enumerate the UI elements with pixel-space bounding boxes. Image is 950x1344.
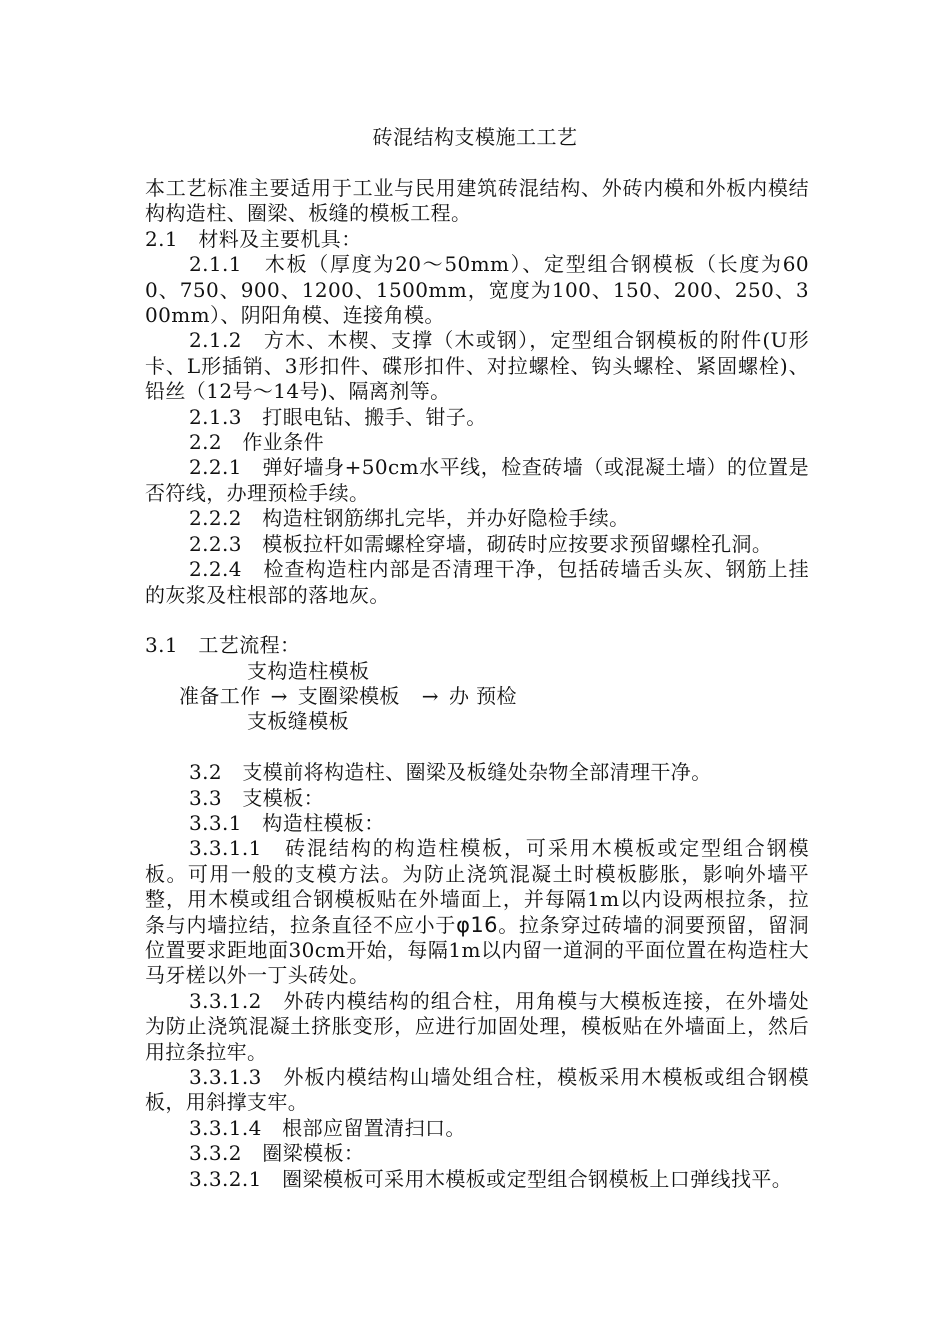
- flow-start: 准备工作: [179, 683, 261, 708]
- section-2-2-2: 2.2.2 构造柱钢筋绑扎完毕，并办好隐检手续。: [189, 506, 630, 531]
- section-3-3-1-1: [145, 836, 809, 988]
- section-3-2: 3.2 支模前将构造柱、圈梁及板缝处杂物全部清理干净。: [189, 760, 712, 785]
- document-body: [145, 176, 809, 1192]
- section-3-3-2-heading: 3.3.2 圈梁模板：: [189, 1141, 365, 1166]
- diameter-value: φ16: [456, 912, 498, 937]
- document-title: 砖混结构支模施工工艺: [372, 125, 578, 149]
- section-2-1-3: 2.1.3 打眼电钻、搬手、钳子。: [189, 404, 487, 429]
- blank-line: [145, 608, 809, 633]
- flow-branch-mid: 支圈梁模板: [297, 683, 400, 708]
- section-2-1-heading: 2.1 材料及主要机具：: [145, 226, 362, 251]
- flow-end: 办 预检: [448, 683, 517, 708]
- section-3-3-1-heading: 3.3.1 构造柱模板：: [189, 810, 385, 835]
- flow-branch-bottom: 支板缝模板: [247, 708, 349, 733]
- section-3-3-2-1: 3.3.2.1 圈梁模板可采用木模板或定型组合钢模板上口弹线找平。: [189, 1166, 793, 1191]
- blank-line: [145, 735, 809, 760]
- section-2-2-3: 2.2.3 模板拉杆如需螺栓穿墙，砌砖时应按要求预留螺栓孔洞。: [189, 531, 773, 556]
- section-3-3-heading: 3.3 支模板：: [189, 785, 325, 810]
- section-2-1-2: 2.1.2 方木、木楔、支撑（木或钢），定型组合钢模板的附件(U形卡、L形插销、3形扣件、碟形扣件、对拉螺栓、钩头螺栓、紧固螺栓)、铅丝（12号～14号)、隔离剂等。: [145, 328, 809, 404]
- section-3-3-1-4: 3.3.1.4 根部应留置清扫口。: [189, 1115, 466, 1140]
- section-2-1-1: 2.1.1 木板（厚度为20～50mm）、定型组合钢模板（长度为600、750、900、1200、1500mm，宽度为100、150、200、250、300mm）、阴阳角模、连接角模。: [145, 252, 809, 328]
- section-3-3-1-2: 3.3.1.2 外砖内模结构的组合柱，用角模与大模板连接，在外墙处为防止浇筑混凝土挤胀变形，应进行加固处理，模板贴在外墙面上，然后用拉条拉牢。: [145, 988, 809, 1064]
- section-2-2-heading: 2.2 作业条件: [189, 430, 325, 455]
- section-2-2-4: 2.2.4 检查构造柱内部是否清理干净，包括砖墙舌头灰、钢筋上挂的灰浆及柱根部的落地灰。: [145, 557, 809, 607]
- section-3-3-1-3: 3.3.1.3 外板内模结构山墙处组合柱，模板采用木模板或组合钢模板，用斜撑支牢。: [145, 1064, 809, 1115]
- process-flow: [145, 659, 809, 735]
- section-3-3-1-1-part-a: 3.3.1.1 砖混结构的构造柱模板，可采用木模板或定型组合钢模板。可用一般的支模方法。为防止浇筑混凝土时模板膨胀，影响外墙平整，用木模或组合钢模板贴在外墙面上，并每隔1m以内设两根拉条，拉条与内墙拉结，拉条直径不应小于: [145, 836, 809, 937]
- section-3-1-heading: 3.1 工艺流程：: [145, 633, 301, 658]
- intro-paragraph: 本工艺标准主要适用于工业与民用建筑砖混结构、外砖内模和外板内模结构构造柱、圈梁、板缝的模板工程。: [145, 176, 809, 226]
- flow-arrow-icon: →: [421, 683, 439, 708]
- section-3-3-1-1-part-b: 。拉条穿过砖墙的洞要预留，留洞位置要求距地面30cm开始，每隔1m以内留一道洞的平面位置在构造柱大马牙槎以外一丁头砖处。: [145, 912, 809, 988]
- section-2-2-1: 2.2.1 弹好墙身+50cm水平线，检查砖墙（或混凝土墙）的位置是否符线，办理预检手续。: [145, 455, 809, 505]
- flow-main-row: [179, 684, 517, 709]
- flow-arrow-icon: →: [270, 683, 288, 708]
- flow-branch-top: 支构造柱模板: [247, 658, 370, 683]
